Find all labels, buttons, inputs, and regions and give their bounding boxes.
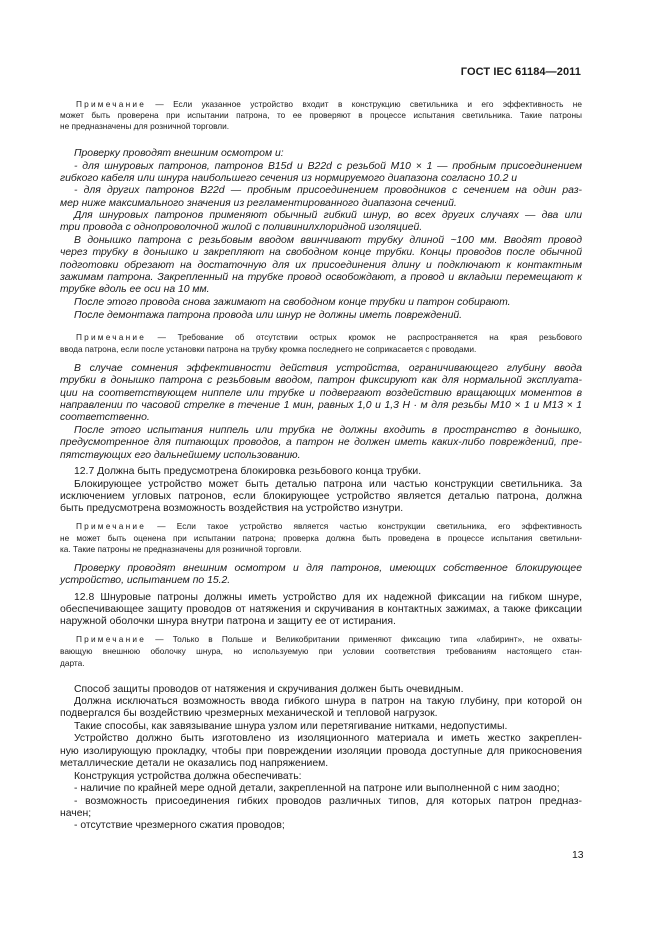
text-line: дарта. bbox=[60, 658, 85, 668]
text-line: пятствующих его дальнейшему использованию. bbox=[60, 450, 301, 461]
text-line: соответственно. bbox=[60, 412, 150, 423]
text-line: В случае сомнения эффективности действия устройства, ограничивающего глубину ввода bbox=[74, 363, 582, 374]
text-line: - для других патронов B22d — пробным присоединением проводников с сечением на один раз- bbox=[74, 185, 582, 196]
text-line: Конструкция устройства должна обеспечивать: bbox=[74, 771, 302, 782]
text-line: гибкого кабеля или шнура наибольшего сечения из нормируемого диапазона согласно 10.2 и bbox=[60, 173, 518, 184]
text-line: подготовки обрезают на достаточную для их присоединения длину и подключают к контактным bbox=[60, 260, 582, 271]
text-line: ввода патрона, если после установки патрона на трубку кромка последнего не соприкасается с проводами. bbox=[60, 344, 477, 354]
standard-header: ГОСТ IEC 61184—2011 bbox=[460, 66, 581, 78]
text-line: металлические детали не оказались под напряжением. bbox=[60, 758, 329, 769]
text-line: направлении по часовой стрелке в течение 1 мин, равных 1,0 и 1,3 Н · м для резьбы M10 × 1 и M13 × 1 bbox=[60, 400, 582, 411]
text-line: подвергался бы воздействию чрезмерных механической и тепловой нагрузок. bbox=[60, 708, 438, 719]
text-line: - наличие по крайней мере одной детали, закрепленной на патроне или выполненной с ним заодно; bbox=[74, 783, 560, 794]
text-line: мер ниже максимального значения из регламентированного диапазона сечений. bbox=[60, 198, 457, 209]
text-line: исключением угловых патронов, если блокирующее устройство является деталью патрона, должна bbox=[60, 491, 582, 502]
text-line: предусмотренное для питающих проводов, а патрон не должен иметь каких-либо повреждений, пре- bbox=[60, 437, 582, 448]
text-line: может быть проверена при испытании патрона, то ее проверяют в процессе испытания светильника. Такие патроны bbox=[60, 110, 582, 120]
text-line: Для шнуровых патронов применяют обычный гибкий шнур, во всех других случаях — два или bbox=[74, 210, 582, 221]
text-line: Проверку проводят внешним осмотром и для патронов, имеющих собственное блокирующее bbox=[74, 563, 582, 574]
text-line: ную изолирующую прокладку, чтобы при повреждении изоляции провода доступные для прикосновения bbox=[60, 746, 582, 757]
text-line: трубке вдоль ее оси на 10 мм. bbox=[60, 284, 210, 295]
text-line: трубки в донышко патрона с резьбовым вводом, патрон фиксируют как для нормальной эксплуата- bbox=[60, 375, 582, 386]
text-line: В донышко патрона с резьбовым вводом ввинчивают трубку длиной ~100 мм. Вводят провод bbox=[74, 235, 582, 246]
text-line: - отсутствие чрезмерного сжатия проводов; bbox=[74, 820, 285, 831]
text-line: три провода с однопроволочной жилой с поливинилхлоридной изоляцией. bbox=[60, 222, 423, 233]
text-line: После этого испытания ниппель или трубка не должны входить в пространство в донышко, bbox=[74, 425, 582, 436]
text-line: Примечание — Если такое устройство является частью конструкции светильника, его эффективность bbox=[76, 521, 582, 531]
text-line: Устройство должно быть изготовлено из изоляционного материала и иметь жестко закреплен- bbox=[74, 733, 582, 744]
text-line: После демонтажа патрона провода или шнур не должны иметь повреждений. bbox=[74, 310, 463, 321]
text-line: быть предусмотрена возможность воздействия на устройство изнутри. bbox=[60, 503, 404, 514]
text-line: Примечание — Требование об отсутствии острых кромок не распространяется на края резьбового bbox=[76, 332, 582, 342]
text-line: После этого провода снова зажимают на свободном конце трубки и патрон собирают. bbox=[74, 297, 511, 308]
text-line: наружной оболочки шнура внутри патрона и защиту ее от истирания. bbox=[60, 616, 396, 627]
text-line: Способ защиты проводов от натяжения и скручивания должен быть очевидным. bbox=[74, 684, 464, 695]
text-line: не предназначены для розничной торговли. bbox=[60, 121, 230, 131]
text-line: 12.8 Шнуровые патроны должны иметь устройство для их надежной фиксации на гибком шнуре, bbox=[74, 592, 582, 603]
text-line: не может быть оценена при испытании патрона; проверка должна быть проведена в процессе испытания светильни- bbox=[60, 533, 582, 543]
text-line: ции на соответствующем ниппеле или трубке и подвергают воздействию вращающих моментов в bbox=[60, 388, 582, 399]
text-line: устройство, испытанием по 15.2. bbox=[60, 575, 231, 586]
text-line: ка. Такие патроны не предназначены для розничной торговли. bbox=[60, 544, 302, 554]
text-line: вающую внешнюю оболочку шнура, но используемую при условии соответствия требованиям настоящего стан- bbox=[60, 646, 582, 656]
text-line: Должна исключаться возможность ввода гибкого шнура в патрон на такую глубину, при которой он bbox=[74, 696, 582, 707]
text-line: Примечание — Если указанное устройство входит в конструкцию светильника и его эффективность не bbox=[76, 99, 582, 109]
text-line: обеспечивающее защиту проводов от натяжения и скручивания в контактных зажимах, а также фиксации bbox=[60, 604, 582, 615]
text-line: Примечание — Только в Польше и Великобритании применяют фиксацию типа «лабиринт», не охваты- bbox=[76, 634, 582, 644]
page-number: 13 bbox=[572, 850, 584, 861]
text-line: 12.7 Должна быть предусмотрена блокировка резьбового конца трубки. bbox=[74, 466, 422, 477]
text-line: Блокирующее устройство может быть деталью патрона или частью конструкции светильника. За bbox=[74, 479, 582, 490]
text-line: через трубку в донышко и закрепляют на свободном конце трубки. Концы проводов после обычной bbox=[60, 247, 582, 258]
text-line: Такие способы, как завязывание шнура узлом или перетягивание нитками, недопустимы. bbox=[74, 721, 508, 732]
text-line: - возможность присоединения гибких проводов различных типов, для которых патрон предназ- bbox=[74, 796, 582, 807]
text-line: Проверку проводят внешним осмотром и: bbox=[74, 148, 284, 159]
text-line: начен; bbox=[60, 808, 92, 819]
text-line: зажимам патрона. Закрепленный на трубке провод освобождают, а провод и вкладыш перемещают к bbox=[60, 272, 582, 283]
text-line: - для шнуровых патронов, патронов B15d и B22d с резьбой M10 × 1 — пробным присоединением bbox=[74, 161, 582, 172]
